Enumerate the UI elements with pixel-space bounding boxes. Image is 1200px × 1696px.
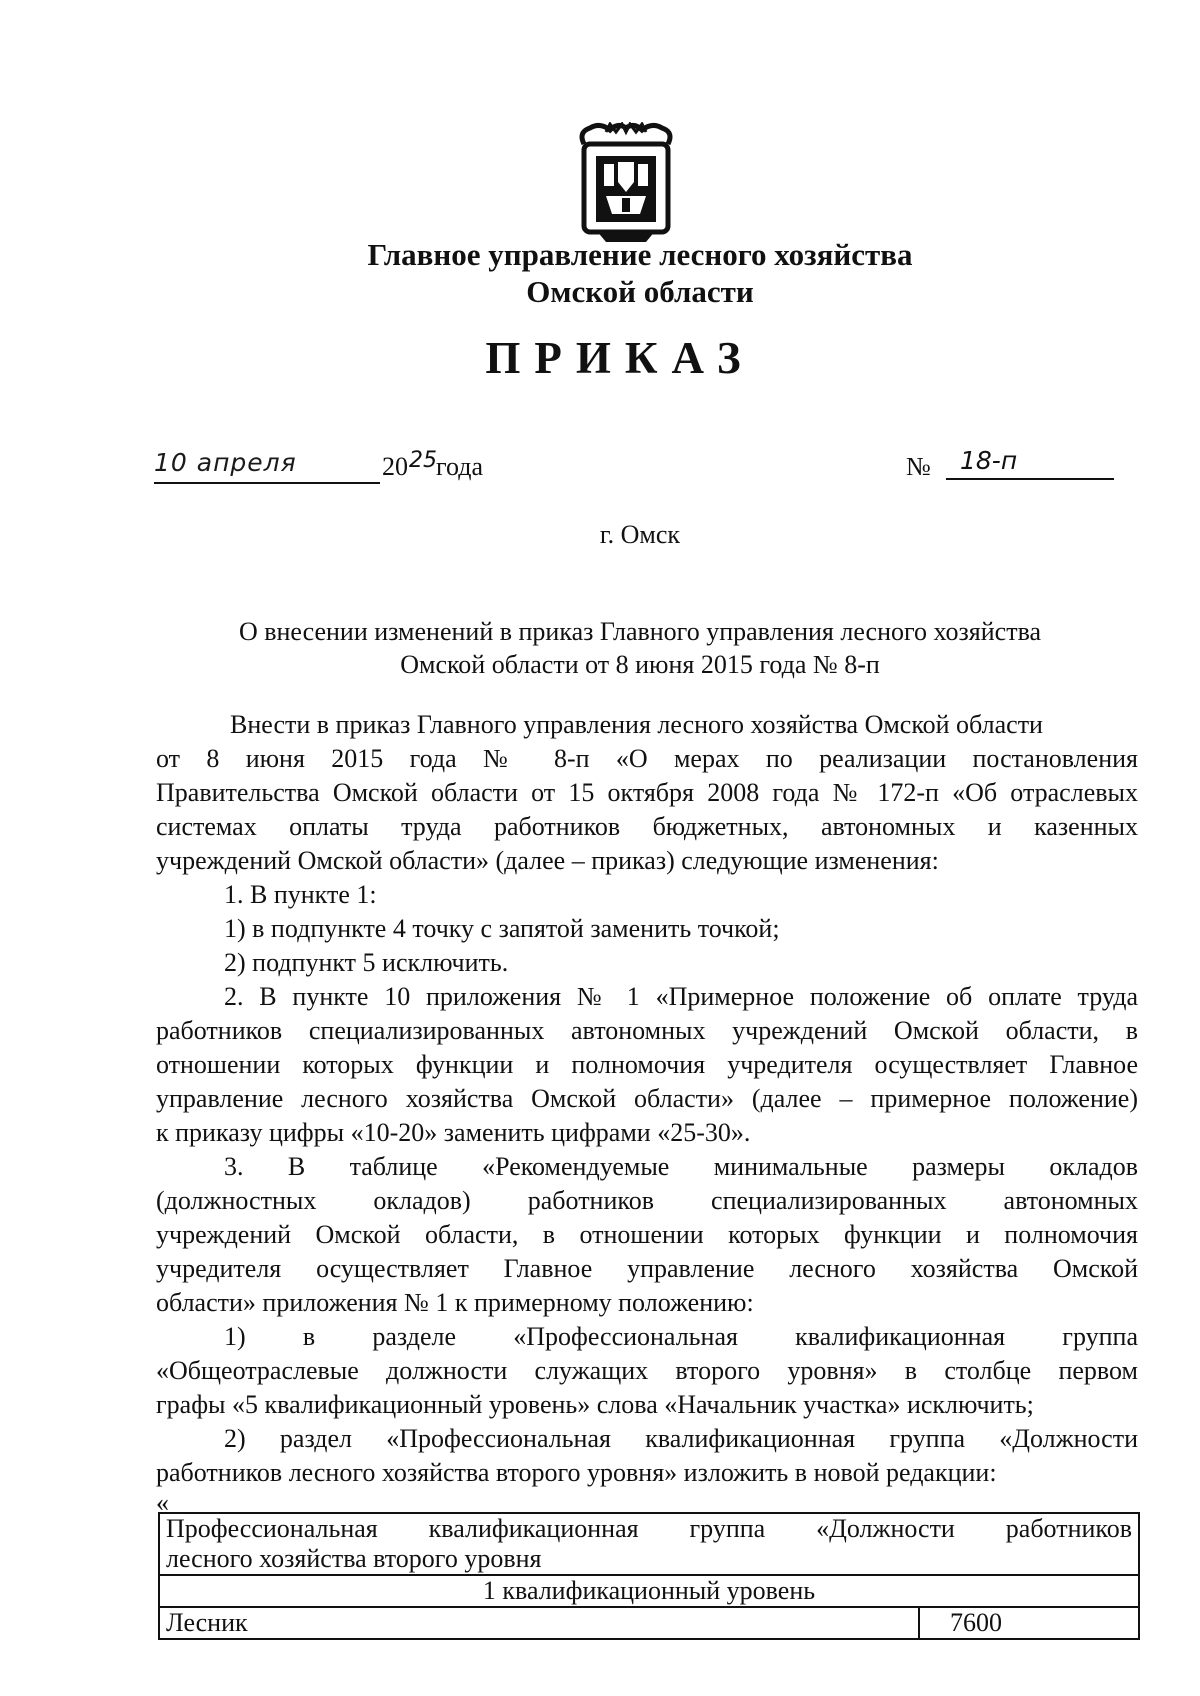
body-line: «Общеотраслевые должности служащих второго уровня» в столбце первом xyxy=(156,1356,1138,1385)
body-line: 2) раздел «Профессиональная квалификационная группа «Должности xyxy=(224,1424,1138,1453)
handwritten-number: 18-п xyxy=(946,446,1114,480)
handwritten-year: 25 xyxy=(409,448,437,473)
body-line: учреждений Омской области, в отношении которых функции и полномочия xyxy=(156,1220,1138,1249)
coat-of-arms-icon xyxy=(576,122,676,244)
table-row xyxy=(159,1513,1139,1575)
table-level-cell: 1 квалификационный уровень xyxy=(159,1575,1139,1607)
number-label: № xyxy=(906,452,931,481)
body-line: учреждений Омской области» (далее – приказ) следующие изменения: xyxy=(156,846,939,875)
body-line: отношении которых функции и полномочия учредителя осуществляет Главное xyxy=(156,1050,1138,1079)
body-line: области» приложения № 1 к примерному положению: xyxy=(156,1288,754,1317)
body-line: 1) в подпункте 4 точку с запятой заменить точкой; xyxy=(224,914,780,943)
body-line: работников лесного хозяйства второго уровня» изложить в новой редакции: xyxy=(156,1458,997,1487)
handwritten-date: 10 апреля xyxy=(154,448,380,484)
body-line: системах оплаты труда работников бюджетных, автономных и казенных xyxy=(156,812,1138,841)
table-header-line2: лесного хозяйства второго уровня xyxy=(166,1544,542,1573)
city: г. Омск xyxy=(599,520,681,549)
body-line: графы «5 квалификационный уровень» слова «Начальник участка» исключить; xyxy=(156,1390,1034,1419)
body-line: учредителя осуществляет Главное управление лесного хозяйства Омской xyxy=(156,1254,1138,1283)
organization-name-line1: Главное управление лесного хозяйства xyxy=(367,237,913,272)
body-line: Внести в приказ Главного управления лесного хозяйства Омской области xyxy=(230,710,1043,739)
date-number-row xyxy=(0,446,1200,492)
table-position-cell: Лесник xyxy=(159,1607,919,1639)
body-line: 2. В пункте 10 приложения № 1 «Примерное положение об оплате труда xyxy=(224,982,1138,1011)
table-group-header xyxy=(159,1513,1139,1575)
body-line: к приказу цифры «10-20» заменить цифрами «25-30». xyxy=(156,1118,751,1147)
organization-name-line2: Омской области xyxy=(526,274,754,309)
body-line: 1) в разделе «Профессиональная квалификационная группа xyxy=(224,1322,1138,1351)
body-line: Правительства Омской области от 15 октября 2008 года № 172-п «Об отраслевых xyxy=(156,778,1138,807)
document-type-title: ПРИКАЗ xyxy=(485,333,755,383)
year-suffix: года xyxy=(436,452,484,481)
body-line: 3. В таблице «Рекомендуемые минимальные размеры окладов xyxy=(224,1152,1138,1181)
body-line: от 8 июня 2015 года № 8-п «О мерах по реализации постановления xyxy=(156,744,1138,773)
body-line: управление лесного хозяйства Омской области» (далее – примерное положение) xyxy=(156,1084,1138,1113)
body-line: (должностных окладов) работников специализированных автономных xyxy=(156,1186,1138,1215)
subject-line2: Омской области от 8 июня 2015 года № 8-п xyxy=(400,650,880,679)
body-line: 1. В пункте 1: xyxy=(224,880,377,909)
body-line: работников специализированных автономных учреждений Омской области, в xyxy=(156,1016,1138,1045)
table-row xyxy=(159,1607,1139,1639)
table-salary-cell: 7600 xyxy=(919,1607,1139,1639)
table-row xyxy=(159,1575,1139,1607)
year-prefix: 20 xyxy=(382,452,408,481)
subject-line1: О внесении изменений в приказ Главного управления лесного хозяйства xyxy=(238,617,1042,646)
body-line: 2) подпункт 5 исключить. xyxy=(224,948,509,977)
table-header-line1: Профессиональная квалификационная группа «Должности работников xyxy=(166,1514,1132,1543)
opening-quote: « xyxy=(156,1488,169,1517)
salary-table xyxy=(158,1512,1140,1640)
